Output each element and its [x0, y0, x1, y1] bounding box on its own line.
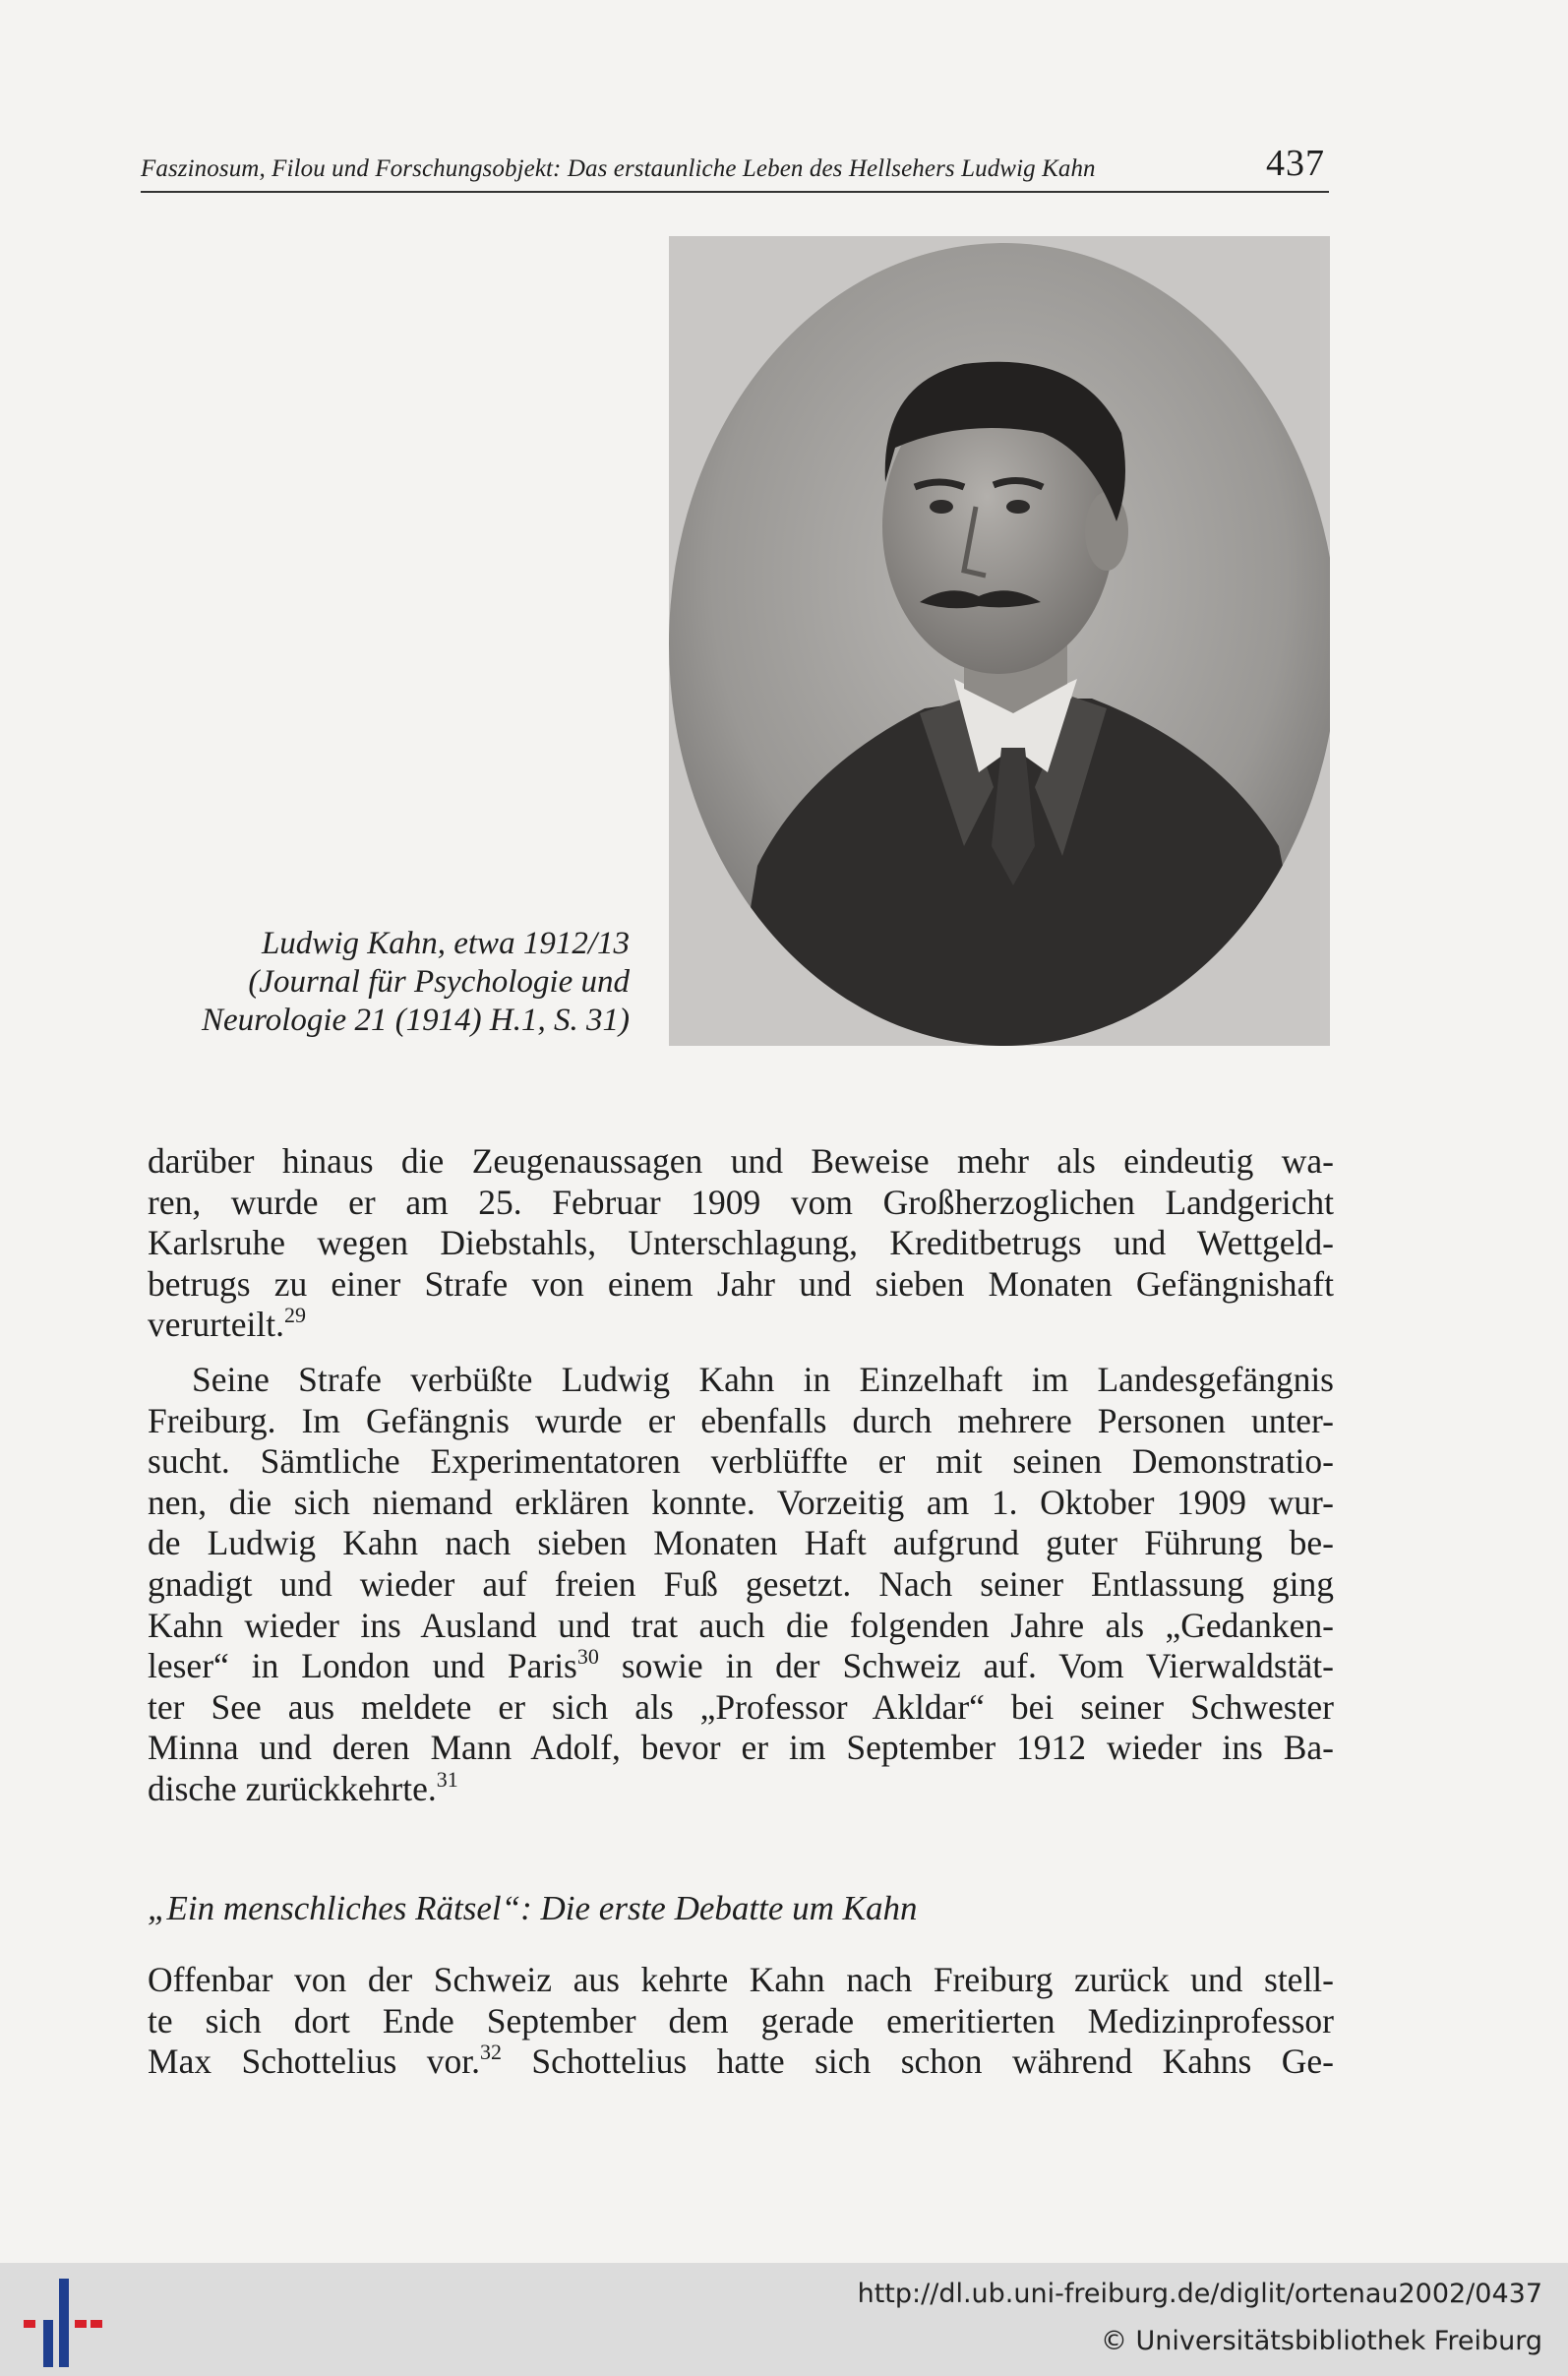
running-title: Faszinosum, Filou und Forschungsobjekt: Das erstaunliche Leben des Hellsehers Ludwig Kahn: [141, 155, 1096, 182]
text-line: Seine Strafe verbüßte Ludwig Kahn in Einzelhaft im Landesgefängnis: [192, 1360, 1334, 1399]
text-line: Kahn wieder ins Ausland und trat auch die folgenden Jahre als „Gedanken-: [148, 1605, 1334, 1645]
text-fragment: Max Schottelius vor.: [148, 2041, 480, 2082]
section-heading: „Ein menschliches Rätsel“: Die erste Debatte um Kahn: [148, 1889, 918, 1927]
text-line: te sich dort Ende September dem gerade emeritierten Medizinprofessor: [148, 2000, 1334, 2041]
text-line: [148, 1766, 1334, 1810]
text-line: de Ludwig Kahn nach sieben Monaten Haft aufgrund guter Führung be-: [148, 1523, 1334, 1563]
text-line: Offenbar von der Schweiz aus kehrte Kahn nach Freiburg zurück und stell-: [148, 1960, 1334, 1999]
footnote-ref: 31: [436, 1766, 458, 1792]
text-line: [148, 2041, 1334, 2083]
text-fragment: sowie in der Schweiz auf. Vom Vierwaldstät-: [598, 1646, 1334, 1686]
copyright-notice: © Universitätsbibliothek Freiburg: [1100, 2326, 1542, 2356]
source-url-link[interactable]: http://dl.ub.uni-freiburg.de/diglit/ortenau2002/0437: [857, 2279, 1542, 2309]
text-line: Freiburg. Im Gefängnis wurde er ebenfalls durch mehrere Personen unter-: [148, 1400, 1334, 1440]
text-line: [148, 1305, 1334, 1346]
portrait-photo: [669, 236, 1330, 1046]
running-head: [141, 144, 1329, 193]
footnote-ref: 32: [479, 2040, 502, 2065]
text-fragment: verurteilt.: [148, 1305, 284, 1345]
footer-bar: [0, 2263, 1568, 2376]
text-line: ter See aus meldete er sich als „Professor Akldar“ bei seiner Schwester: [148, 1686, 1334, 1727]
paragraph-2: [148, 1360, 1334, 1810]
text-line: darüber hinaus die Zeugenaussagen und Beweise mehr als eindeutig wa-: [148, 1141, 1334, 1181]
caption-line: (Journal für Psychologie und: [248, 964, 630, 1000]
figure-caption: [148, 925, 630, 1040]
text-fragment: dische zurückkehrte.: [148, 1768, 437, 1808]
text-fragment: Schottelius hatte sich schon während Kahns Ge-: [501, 2041, 1334, 2082]
portrait-illustration: [669, 236, 1330, 1046]
text-line: Minna und deren Mann Adolf, bevor er im September 1912 wieder ins Ba-: [148, 1728, 1334, 1768]
caption-line: Neurologie 21 (1914) H.1, S. 31): [201, 1003, 630, 1038]
page-number: 437: [1266, 143, 1325, 184]
text-fragment: leser“ in London und Paris: [148, 1646, 577, 1686]
text-line: ren, wurde er am 25. Februar 1909 vom Großherzoglichen Landgericht: [148, 1182, 1334, 1222]
text-line: gnadigt und wieder auf freien Fuß gesetzt. Nach seiner Entlassung ging: [148, 1563, 1334, 1604]
text-line: betrugs zu einer Strafe von einem Jahr und sieben Monaten Gefängnishaft: [148, 1263, 1334, 1304]
text-line: nen, die sich niemand erklären konnte. Vorzeitig am 1. Oktober 1909 wur-: [148, 1482, 1334, 1522]
ub-freiburg-logo-icon: [24, 2279, 102, 2367]
footnote-ref: 30: [576, 1644, 599, 1670]
text-line: [148, 1646, 1334, 1687]
caption-line: Ludwig Kahn, etwa 1912/13: [261, 926, 630, 961]
footnote-ref: 29: [283, 1303, 306, 1328]
paragraph-1: [148, 1141, 1334, 1346]
text-line: sucht. Sämtliche Experimentatoren verblüffte er mit seinen Demonstratio-: [148, 1441, 1334, 1482]
text-line: Karlsruhe wegen Diebstahls, Unterschlagung, Kreditbetrugs und Wettgeld-: [148, 1223, 1334, 1263]
paragraph-3: [148, 1960, 1334, 2083]
